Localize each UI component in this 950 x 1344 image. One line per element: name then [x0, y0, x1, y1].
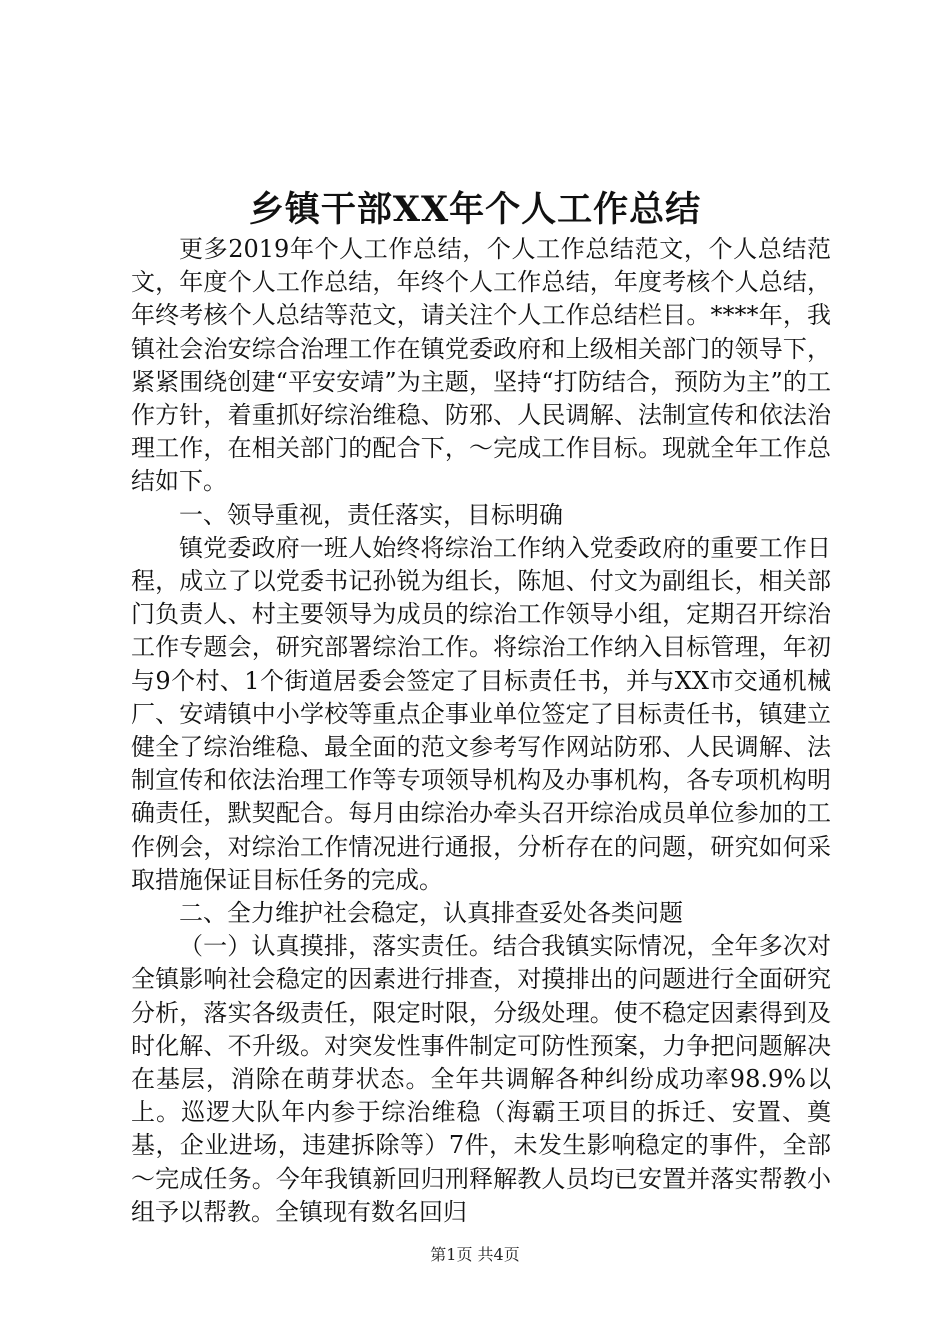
page-number-footer: 第1页 共4页 [430, 1245, 520, 1264]
intro-paragraph: 更多2019年个人工作总结，个人工作总结范文，个人总结范文，年度个人工作总结，年终个人工作总结，年度考核个人总结，年终考核个人总结等范文，请关注个人工作总结栏目。****年，我镇社会治安综合治理工作在镇党委政府和上级相关部门的领导下，紧紧围绕创建“平安安靖”为主题，坚持“打防结合，预防为主”的工作方针，着重抓好综治维稳、防邪、人民调解、法制宣传和依法治理工作，在相关部门的配合下，～完成工作目标。现就全年工作总结如下。 [131, 235, 831, 496]
section-paragraph-2: （一）认真摸排，落实责任。结合我镇实际情况，全年多次对全镇影响社会稳定的因素进行排查，对摸排出的问题进行全面研究分析，落实各级责任，限定时限，分级处理。使不稳定因素得到及时化解、不升级。对突发性事件制定可防性预案，力争把问题解决在基层，消除在萌芽状态。全年共调解各种纠纷成功率98.9%以上。巡逻大队年内参于综治维稳（海霸王项目的拆迁、安置、奠基，企业进场，违建拆除等）7件，未发生影响稳定的事件，全部～完成任务。今年我镇新回归刑释解教人员均已安置并落实帮教小组予以帮教。全镇现有数名回归 [131, 932, 831, 1226]
document-body [131, 233, 831, 1229]
section-heading-1: 一、领导重视，责任落实，目标明确 [179, 500, 563, 529]
section-heading-2: 二、全力维护社会稳定，认真排查妥处各类问题 [179, 899, 683, 928]
document-title: 乡镇干部XX年个人工作总结 [248, 189, 702, 230]
section-paragraph-1: 镇党委政府一班人始终将综治工作纳入党委政府的重要工作日程，成立了以党委书记孙锐为组长，陈旭、付文为副组长，相关部门负责人、村主要领导为成员的综治工作领导小组，定期召开综治工作专题会，研究部署综治工作。将综治工作纳入目标管理，年初与9个村、1个街道居委会签定了目标责任书，并与XX市交通机械厂、安靖镇中小学校等重点企事业单位签定了目标责任书，镇建立健全了综治维稳、最全面的范文参考写作网站防邪、人民调解、法制宣传和依法治理工作等专项领导机构及办事机构，各专项机构明确责任，默契配合。每月由综治办牵头召开综治成员单位参加的工作例会，对综治工作情况进行通报，分析存在的问题，研究如何采取措施保证目标任务的完成。 [131, 533, 831, 894]
